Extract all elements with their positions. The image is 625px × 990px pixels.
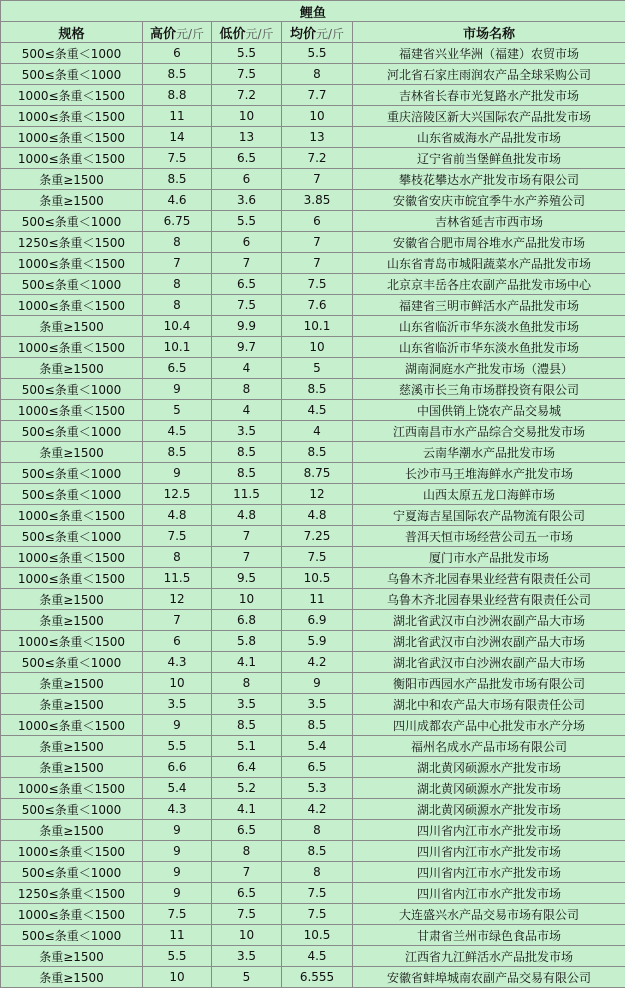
spec-cell: 500≤条重＜1000 [1, 484, 143, 505]
low-price-cell: 4 [212, 400, 282, 421]
avg-price-cell: 7.6 [282, 295, 353, 316]
low-price-cell: 8.5 [212, 715, 282, 736]
market-name-cell: 湖北黄冈硕源水产批发市场 [353, 778, 625, 799]
high-price-cell: 9 [143, 820, 212, 841]
low-price-cell: 6 [212, 169, 282, 190]
spec-cell: 500≤条重＜1000 [1, 64, 143, 85]
avg-price-cell: 5.5 [282, 43, 353, 64]
high-price-cell: 4.6 [143, 190, 212, 211]
spec-cell: 500≤条重＜1000 [1, 274, 143, 295]
low-price-cell: 10 [212, 925, 282, 946]
avg-price-cell: 6.555 [282, 967, 353, 988]
spec-cell: 1000≤条重＜1500 [1, 148, 143, 169]
low-price-cell: 3.6 [212, 190, 282, 211]
market-name-cell: 山东省临沂市华东淡水鱼批发市场 [353, 337, 625, 358]
header-avg-unit: 元/斤 [315, 26, 345, 41]
spec-cell: 条重≥1500 [1, 673, 143, 694]
market-name-cell: 安徽省蚌埠城南农副产品交易有限公司 [353, 967, 625, 988]
low-price-cell: 7.5 [212, 295, 282, 316]
table-row [1, 295, 625, 316]
market-name-cell: 吉林省延吉市西市场 [353, 211, 625, 232]
spec-cell: 1250≤条重＜1500 [1, 232, 143, 253]
market-name-cell: 吉林省长春市光复路水产批发市场 [353, 85, 625, 106]
market-name-cell: 湖北黄冈硕源水产批发市场 [353, 757, 625, 778]
avg-price-cell: 11 [282, 589, 353, 610]
spec-cell: 条重≥1500 [1, 736, 143, 757]
spec-cell: 1000≤条重＜1500 [1, 547, 143, 568]
table-row [1, 505, 625, 526]
table-row [1, 568, 625, 589]
avg-price-cell: 7 [282, 232, 353, 253]
avg-price-cell: 7.7 [282, 85, 353, 106]
low-price-cell: 5 [212, 967, 282, 988]
header-avg-label: 均价 [289, 26, 316, 42]
avg-price-cell: 4.5 [282, 946, 353, 967]
avg-price-cell: 8.5 [282, 379, 353, 400]
spec-cell: 500≤条重＜1000 [1, 379, 143, 400]
spec-cell: 条重≥1500 [1, 610, 143, 631]
low-price-cell: 4.8 [212, 505, 282, 526]
avg-price-cell: 5.9 [282, 631, 353, 652]
header-high-unit: 元/斤 [175, 26, 205, 41]
table-row [1, 967, 625, 988]
header-market: 市场名称 [353, 22, 625, 43]
low-price-cell: 11.5 [212, 484, 282, 505]
high-price-cell: 10 [143, 967, 212, 988]
market-name-cell: 安徽省合肥市周谷堆水产品批发市场 [353, 232, 625, 253]
table-row [1, 484, 625, 505]
high-price-cell: 8 [143, 274, 212, 295]
market-name-cell: 四川成都农产品中心批发市水产分场 [353, 715, 625, 736]
high-price-cell: 4.5 [143, 421, 212, 442]
spec-cell: 1000≤条重＜1500 [1, 631, 143, 652]
table-row [1, 169, 625, 190]
table-row [1, 316, 625, 337]
low-price-cell: 5.2 [212, 778, 282, 799]
low-price-cell: 6.5 [212, 274, 282, 295]
high-price-cell: 5 [143, 400, 212, 421]
spec-cell: 500≤条重＜1000 [1, 211, 143, 232]
market-name-cell: 普洱天恒市场经营公司五一市场 [353, 526, 625, 547]
high-price-cell: 4.3 [143, 652, 212, 673]
market-name-cell: 慈溪市长三角市场群投资有限公司 [353, 379, 625, 400]
low-price-cell: 4.1 [212, 652, 282, 673]
spec-cell: 1000≤条重＜1500 [1, 841, 143, 862]
market-name-cell: 山西太原五龙口海鲜市场 [353, 484, 625, 505]
high-price-cell: 5.4 [143, 778, 212, 799]
market-name-cell: 甘肃省兰州市绿色食品市场 [353, 925, 625, 946]
low-price-cell: 5.1 [212, 736, 282, 757]
high-price-cell: 11.5 [143, 568, 212, 589]
table-row [1, 820, 625, 841]
spec-cell: 1000≤条重＜1500 [1, 295, 143, 316]
low-price-cell: 4 [212, 358, 282, 379]
avg-price-cell: 10.5 [282, 568, 353, 589]
table-row [1, 64, 625, 85]
market-name-cell: 四川省内江市水产批发市场 [353, 820, 625, 841]
market-name-cell: 四川省内江市水产批发市场 [353, 883, 625, 904]
market-name-cell: 宁夏海吉星国际农产品物流有限公司 [353, 505, 625, 526]
avg-price-cell: 6.9 [282, 610, 353, 631]
avg-price-cell: 4.2 [282, 652, 353, 673]
spec-cell: 1000≤条重＜1500 [1, 400, 143, 421]
avg-price-cell: 7.2 [282, 148, 353, 169]
market-name-cell: 山东省青岛市城阳蔬菜水产品批发市场 [353, 253, 625, 274]
header-row [1, 22, 625, 43]
avg-price-cell: 7 [282, 169, 353, 190]
market-name-cell: 长沙市马王堆海鲜水产批发市场 [353, 463, 625, 484]
market-name-cell: 安徽省安庆市皖宜季牛水产养殖公司 [353, 190, 625, 211]
table-row [1, 274, 625, 295]
high-price-cell: 6 [143, 43, 212, 64]
spec-cell: 条重≥1500 [1, 589, 143, 610]
avg-price-cell: 7.5 [282, 904, 353, 925]
avg-price-cell: 7.5 [282, 883, 353, 904]
avg-price-cell: 13 [282, 127, 353, 148]
low-price-cell: 6.5 [212, 148, 282, 169]
low-price-cell: 8.5 [212, 463, 282, 484]
spec-cell: 条重≥1500 [1, 967, 143, 988]
table-row [1, 400, 625, 421]
spec-cell: 条重≥1500 [1, 820, 143, 841]
header-low [212, 22, 282, 43]
avg-price-cell: 3.85 [282, 190, 353, 211]
spec-cell: 1000≤条重＜1500 [1, 127, 143, 148]
table-body [1, 43, 625, 988]
spec-cell: 条重≥1500 [1, 358, 143, 379]
table-row [1, 85, 625, 106]
avg-price-cell: 8.5 [282, 841, 353, 862]
high-price-cell: 7 [143, 253, 212, 274]
low-price-cell: 7 [212, 526, 282, 547]
high-price-cell: 8.8 [143, 85, 212, 106]
spec-cell: 1000≤条重＜1500 [1, 337, 143, 358]
market-name-cell: 湖北黄冈硕源水产批发市场 [353, 799, 625, 820]
avg-price-cell: 12 [282, 484, 353, 505]
avg-price-cell: 10.1 [282, 316, 353, 337]
table-row [1, 211, 625, 232]
spec-cell: 500≤条重＜1000 [1, 43, 143, 64]
high-price-cell: 6.5 [143, 358, 212, 379]
market-name-cell: 重庆涪陵区新大兴国际农产品批发市场 [353, 106, 625, 127]
high-price-cell: 11 [143, 106, 212, 127]
high-price-cell: 8.5 [143, 169, 212, 190]
market-name-cell: 衡阳市西园水产品批发市场有限公司 [353, 673, 625, 694]
table-row [1, 148, 625, 169]
table-row [1, 694, 625, 715]
spec-cell: 500≤条重＜1000 [1, 463, 143, 484]
spec-cell: 1000≤条重＜1500 [1, 904, 143, 925]
low-price-cell: 8.5 [212, 442, 282, 463]
high-price-cell: 6.75 [143, 211, 212, 232]
table-row [1, 127, 625, 148]
low-price-cell: 9.9 [212, 316, 282, 337]
low-price-cell: 6 [212, 232, 282, 253]
spec-cell: 条重≥1500 [1, 442, 143, 463]
avg-price-cell: 8 [282, 820, 353, 841]
market-name-cell: 福建省兴业华洲（福建）农贸市场 [353, 43, 625, 64]
low-price-cell: 6.8 [212, 610, 282, 631]
low-price-cell: 6.5 [212, 883, 282, 904]
spec-cell: 条重≥1500 [1, 946, 143, 967]
low-price-cell: 9.7 [212, 337, 282, 358]
avg-price-cell: 10 [282, 337, 353, 358]
spec-cell: 1000≤条重＜1500 [1, 778, 143, 799]
table-row [1, 652, 625, 673]
high-price-cell: 12.5 [143, 484, 212, 505]
market-name-cell: 乌鲁木齐北园春果业经营有限责任公司 [353, 589, 625, 610]
avg-price-cell: 8 [282, 64, 353, 85]
market-name-cell: 山东省威海水产品批发市场 [353, 127, 625, 148]
header-high-label: 高价 [149, 26, 176, 42]
market-name-cell: 山东省临沂市华东淡水鱼批发市场 [353, 316, 625, 337]
high-price-cell: 5.5 [143, 736, 212, 757]
high-price-cell: 5.5 [143, 946, 212, 967]
header-avg [282, 22, 353, 43]
spec-cell: 1000≤条重＜1500 [1, 715, 143, 736]
table-row [1, 379, 625, 400]
spec-cell: 500≤条重＜1000 [1, 421, 143, 442]
table-row [1, 799, 625, 820]
avg-price-cell: 8.5 [282, 442, 353, 463]
high-price-cell: 9 [143, 715, 212, 736]
avg-price-cell: 6.5 [282, 757, 353, 778]
spec-cell: 500≤条重＜1000 [1, 925, 143, 946]
low-price-cell: 3.5 [212, 421, 282, 442]
table-row [1, 883, 625, 904]
low-price-cell: 7 [212, 862, 282, 883]
low-price-cell: 7.2 [212, 85, 282, 106]
low-price-cell: 9.5 [212, 568, 282, 589]
high-price-cell: 12 [143, 589, 212, 610]
avg-price-cell: 8.75 [282, 463, 353, 484]
spec-cell: 1000≤条重＜1500 [1, 505, 143, 526]
low-price-cell: 10 [212, 106, 282, 127]
spec-cell: 条重≥1500 [1, 169, 143, 190]
low-price-cell: 8 [212, 379, 282, 400]
low-price-cell: 3.5 [212, 946, 282, 967]
spec-cell: 1000≤条重＜1500 [1, 253, 143, 274]
high-price-cell: 4.8 [143, 505, 212, 526]
market-name-cell: 湖北省武汉市白沙洲农副产品大市场 [353, 631, 625, 652]
table-row [1, 589, 625, 610]
market-name-cell: 江西南昌市水产品综合交易批发市场 [353, 421, 625, 442]
high-price-cell: 8 [143, 232, 212, 253]
market-name-cell: 四川省内江市水产批发市场 [353, 841, 625, 862]
avg-price-cell: 7.5 [282, 274, 353, 295]
table-row [1, 610, 625, 631]
low-price-cell: 6.5 [212, 820, 282, 841]
spec-cell: 1000≤条重＜1500 [1, 85, 143, 106]
low-price-cell: 5.5 [212, 43, 282, 64]
table-row [1, 862, 625, 883]
low-price-cell: 10 [212, 589, 282, 610]
table-row [1, 253, 625, 274]
market-name-cell: 中国供销上饶农产品交易城 [353, 400, 625, 421]
high-price-cell: 9 [143, 862, 212, 883]
market-name-cell: 大连盛兴水产品交易市场有限公司 [353, 904, 625, 925]
high-price-cell: 10 [143, 673, 212, 694]
table-row [1, 358, 625, 379]
table-row [1, 736, 625, 757]
low-price-cell: 6.4 [212, 757, 282, 778]
high-price-cell: 7.5 [143, 526, 212, 547]
table-row [1, 232, 625, 253]
high-price-cell: 10.1 [143, 337, 212, 358]
avg-price-cell: 4.5 [282, 400, 353, 421]
market-name-cell: 辽宁省前当堡鲜鱼批发市场 [353, 148, 625, 169]
header-spec: 规格 [1, 22, 143, 43]
market-name-cell: 北京京丰岳各庄农副产品批发市场中心 [353, 274, 625, 295]
header-low-label: 低价 [219, 26, 246, 42]
table-row [1, 106, 625, 127]
high-price-cell: 4.3 [143, 799, 212, 820]
high-price-cell: 8.5 [143, 442, 212, 463]
spec-cell: 1000≤条重＜1500 [1, 568, 143, 589]
avg-price-cell: 5.3 [282, 778, 353, 799]
low-price-cell: 7.5 [212, 904, 282, 925]
avg-price-cell: 7 [282, 253, 353, 274]
market-name-cell: 湖北省武汉市白沙洲农副产品大市场 [353, 652, 625, 673]
market-name-cell: 湖南洞庭水产批发市场（澧县） [353, 358, 625, 379]
high-price-cell: 11 [143, 925, 212, 946]
market-name-cell: 攀枝花攀达水产批发市场有限公司 [353, 169, 625, 190]
market-name-cell: 河北省石家庄雨润农产品全球采购公司 [353, 64, 625, 85]
avg-price-cell: 7.25 [282, 526, 353, 547]
table-row [1, 778, 625, 799]
table-row [1, 904, 625, 925]
low-price-cell: 7 [212, 253, 282, 274]
table-row [1, 673, 625, 694]
avg-price-cell: 4.2 [282, 799, 353, 820]
high-price-cell: 9 [143, 463, 212, 484]
table-row [1, 526, 625, 547]
table-row [1, 43, 625, 64]
low-price-cell: 13 [212, 127, 282, 148]
avg-price-cell: 10 [282, 106, 353, 127]
high-price-cell: 14 [143, 127, 212, 148]
high-price-cell: 6 [143, 631, 212, 652]
table-row [1, 337, 625, 358]
table-row [1, 631, 625, 652]
high-price-cell: 8 [143, 295, 212, 316]
spec-cell: 500≤条重＜1000 [1, 526, 143, 547]
title-row [1, 1, 625, 22]
market-name-cell: 厦门市水产品批发市场 [353, 547, 625, 568]
low-price-cell: 4.1 [212, 799, 282, 820]
avg-price-cell: 5 [282, 358, 353, 379]
high-price-cell: 9 [143, 883, 212, 904]
market-name-cell: 江西省九江鲜活水产品批发市场 [353, 946, 625, 967]
table-row [1, 925, 625, 946]
market-name-cell: 四川省内江市水产批发市场 [353, 862, 625, 883]
avg-price-cell: 3.5 [282, 694, 353, 715]
table-row [1, 547, 625, 568]
spec-cell: 500≤条重＜1000 [1, 799, 143, 820]
low-price-cell: 5.8 [212, 631, 282, 652]
high-price-cell: 7.5 [143, 148, 212, 169]
spec-cell: 条重≥1500 [1, 316, 143, 337]
avg-price-cell: 7.5 [282, 547, 353, 568]
avg-price-cell: 10.5 [282, 925, 353, 946]
table-row [1, 463, 625, 484]
low-price-cell: 3.5 [212, 694, 282, 715]
high-price-cell: 10.4 [143, 316, 212, 337]
spec-cell: 条重≥1500 [1, 757, 143, 778]
spec-cell: 1250≤条重＜1500 [1, 883, 143, 904]
spec-cell: 500≤条重＜1000 [1, 862, 143, 883]
spec-cell: 1000≤条重＜1500 [1, 106, 143, 127]
market-name-cell: 湖北省武汉市白沙洲农副产品大市场 [353, 610, 625, 631]
table-title: 鲤鱼 [1, 1, 625, 22]
high-price-cell: 7 [143, 610, 212, 631]
low-price-cell: 7.5 [212, 64, 282, 85]
high-price-cell: 3.5 [143, 694, 212, 715]
spec-cell: 500≤条重＜1000 [1, 652, 143, 673]
avg-price-cell: 8 [282, 862, 353, 883]
low-price-cell: 8 [212, 673, 282, 694]
low-price-cell: 8 [212, 841, 282, 862]
table-row [1, 946, 625, 967]
high-price-cell: 8 [143, 547, 212, 568]
high-price-cell: 8.5 [143, 64, 212, 85]
table-row [1, 757, 625, 778]
market-name-cell: 福州名成水产品市场有限公司 [353, 736, 625, 757]
avg-price-cell: 4 [282, 421, 353, 442]
avg-price-cell: 4.8 [282, 505, 353, 526]
avg-price-cell: 8.5 [282, 715, 353, 736]
high-price-cell: 7.5 [143, 904, 212, 925]
avg-price-cell: 9 [282, 673, 353, 694]
spec-cell: 条重≥1500 [1, 694, 143, 715]
high-price-cell: 9 [143, 379, 212, 400]
table-row [1, 442, 625, 463]
spec-cell: 条重≥1500 [1, 190, 143, 211]
low-price-cell: 7 [212, 547, 282, 568]
header-high [143, 22, 212, 43]
high-price-cell: 9 [143, 841, 212, 862]
avg-price-cell: 5.4 [282, 736, 353, 757]
table-row [1, 841, 625, 862]
market-name-cell: 云南华潮水产品批发市场 [353, 442, 625, 463]
table-row [1, 715, 625, 736]
avg-price-cell: 6 [282, 211, 353, 232]
low-price-cell: 5.5 [212, 211, 282, 232]
market-name-cell: 乌鲁木齐北园春果业经营有限责任公司 [353, 568, 625, 589]
market-name-cell: 福建省三明市鲜活水产品批发市场 [353, 295, 625, 316]
table-row [1, 421, 625, 442]
header-low-unit: 元/斤 [245, 26, 274, 41]
table-row [1, 190, 625, 211]
high-price-cell: 6.6 [143, 757, 212, 778]
market-name-cell: 湖北中和农产品大市场有限责任公司 [353, 694, 625, 715]
